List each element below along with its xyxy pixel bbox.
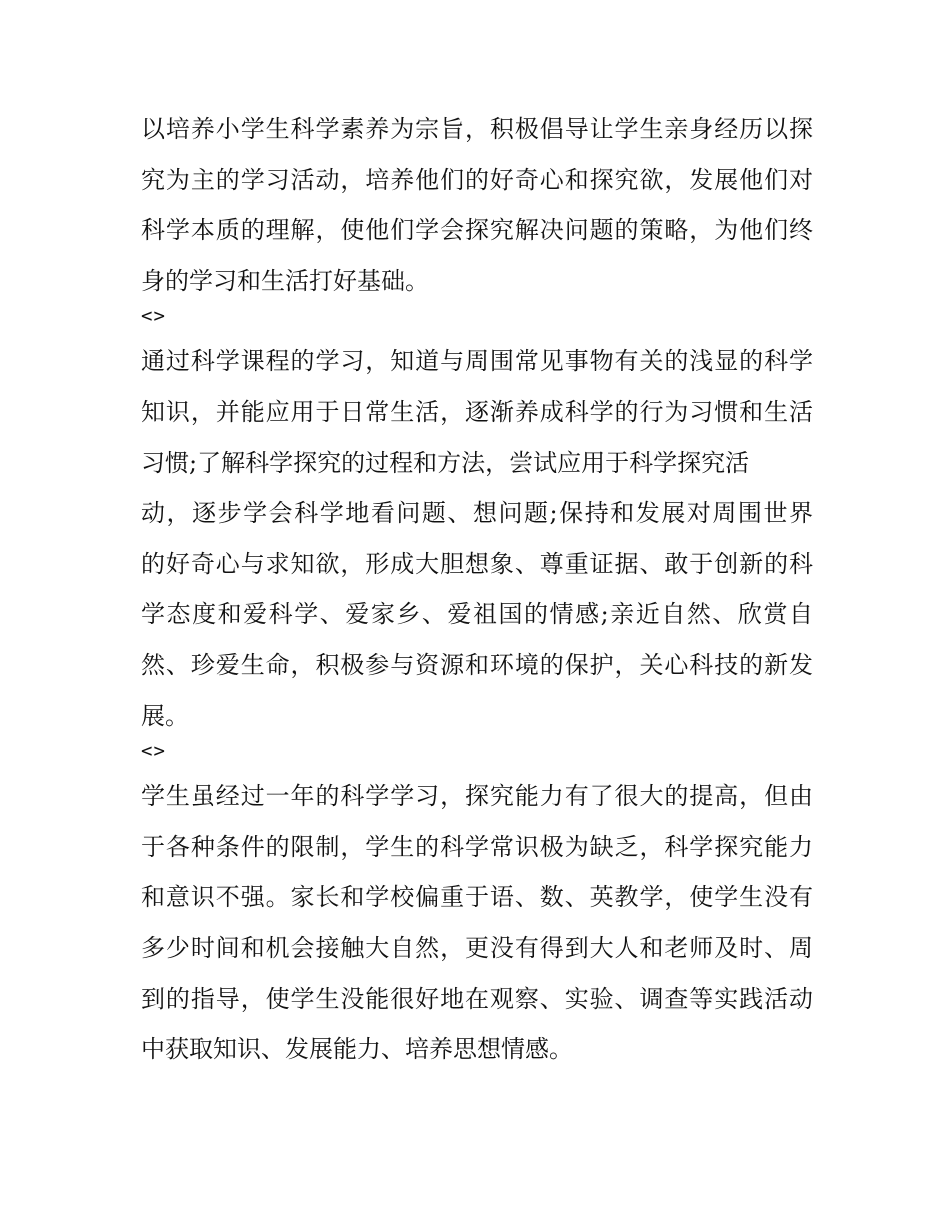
text-line: 知识，并能应用于日常生活，逐渐养成科学的行为习惯和生活: [141, 397, 813, 426]
text-line: 以培养小学生科学素养为宗旨，积极倡导让学生亲身经历以探: [141, 115, 813, 143]
text-line: 习惯;了解科学探究的过程和方法，尝试应用于科学探究活: [141, 448, 750, 477]
text-line: 于各种条件的限制，学生的科学常识极为缺乏，科学探究能力: [141, 832, 813, 861]
text-line: 的好奇心与求知欲，形成大胆想象、尊重证据、敢于创新的科: [141, 549, 813, 578]
paragraph-2: [141, 336, 813, 741]
text-line: 到的指导，使学生没能很好地在观察、实验、调查等实践活动: [141, 984, 813, 1013]
text-line: 多少时间和机会接触大自然，更没有得到大人和老师及时、周: [141, 933, 813, 962]
text-line: 究为主的学习活动，培养他们的好奇心和探究欲，发展他们对: [141, 165, 813, 194]
text-line: 学生虽经过一年的科学学习，探究能力有了很大的提高，但由: [141, 782, 813, 811]
section-separator: <>: [141, 740, 166, 763]
text-line: 身的学习和生活打好基础。: [141, 266, 429, 295]
text-line: 展。: [141, 701, 189, 730]
text-line: 中获取知识、发展能力、培养思想情感。: [141, 1035, 573, 1064]
text-line: 和意识不强。家长和学校偏重于语、数、英教学，使学生没有: [141, 883, 813, 912]
text-line: 学态度和爱科学、爱家乡、爱祖国的情感;亲近自然、欣赏自: [141, 600, 813, 629]
document-page: [141, 104, 813, 1075]
text-line: 通过科学课程的学习，知道与周围常见事物有关的浅显的科学: [141, 347, 813, 376]
paragraph-3: [141, 771, 813, 1075]
text-line: 然、珍爱生命，积极参与资源和环境的保护，关心科技的新发: [141, 650, 813, 679]
text-line: 动，逐步学会科学地看问题、想问题;保持和发展对周围世界: [141, 499, 813, 528]
paragraph-1: [141, 104, 813, 306]
text-line: 科学本质的理解，使他们学会探究解决问题的策略，为他们终: [141, 216, 813, 245]
section-separator: <>: [141, 305, 166, 328]
